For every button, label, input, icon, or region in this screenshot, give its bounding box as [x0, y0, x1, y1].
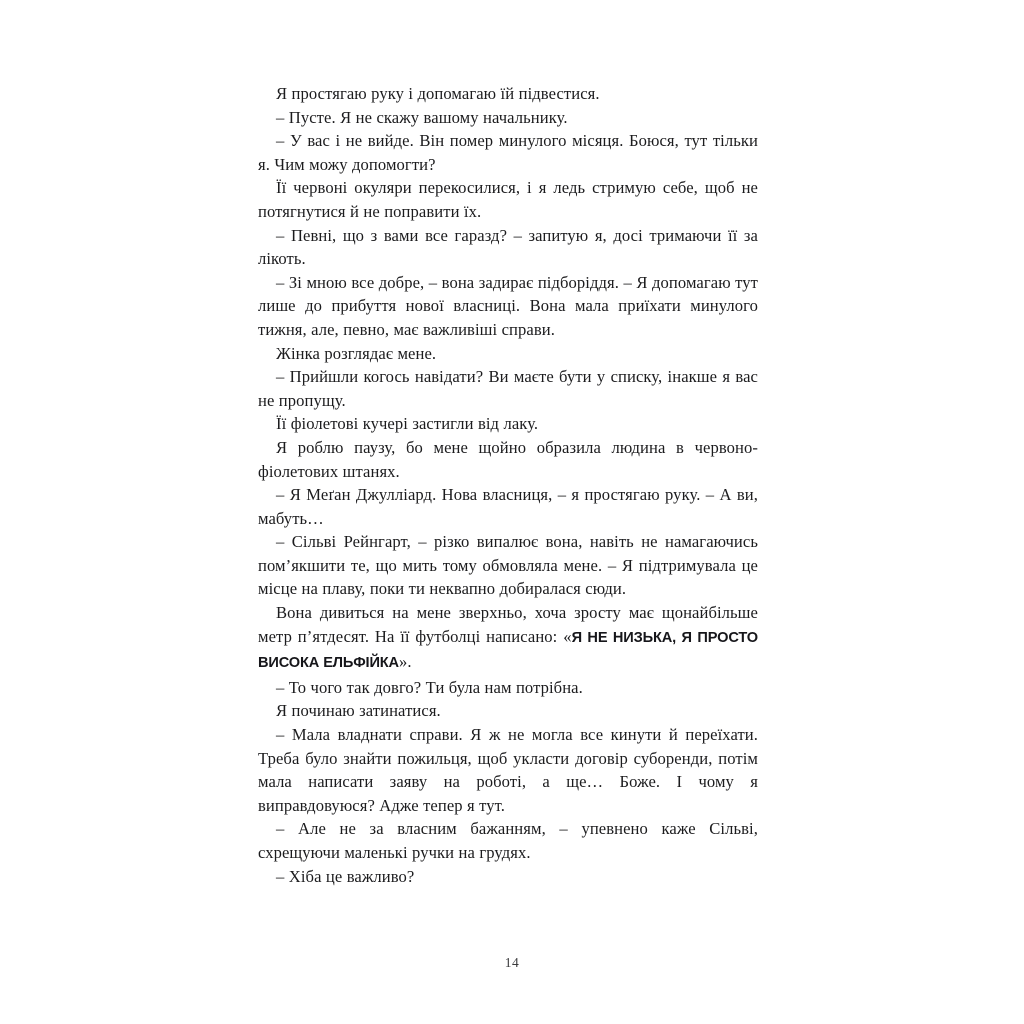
paragraph: – Зі мною все добре, – вона задирає підборіддя. – Я допомагаю тут лише до прибуття нової власниці. Вона мала приїхати минулого тижня, але, певно, має важливіші справи.	[258, 272, 758, 339]
paragraph-tail-text: ».	[398, 652, 412, 672]
paragraph: Я починаю затинатися.	[276, 701, 441, 721]
paragraph: – Але не за власним бажанням, – упевнено каже Сільві, схрещуючи маленькі ручки на грудях.	[258, 819, 758, 862]
paragraph: – Я Меґан Джулліард. Нова власниця, – я простягаю руку. – А ви, мабуть…	[258, 485, 758, 528]
paragraph: Її фіолетові кучері застигли від лаку.	[276, 414, 539, 434]
paragraph: – Хіба це важливо?	[276, 866, 415, 886]
paragraph: Я простягаю руку і допомагаю їй підвестися.	[276, 84, 600, 103]
paragraph: Я роблю паузу, бо мене щойно образила людина в червоно-фіолетових штанях.	[258, 437, 758, 481]
paragraph: Її червоні окуляри перекосилися, і я ледь стримую себе, щоб не потягнутися й не поправити їх.	[258, 178, 758, 221]
paragraph: – То чого так довго? Ти була нам потрібна.	[276, 677, 583, 697]
paragraph-with-shirt-slogan	[258, 601, 758, 676]
paragraph-lead-text: Вона дивиться на мене зверхньо, хоча зросту має щонайбільше метр п’ятдесят. На її футболці написано: «	[258, 603, 758, 646]
page-number: 14	[504, 955, 520, 970]
tshirt-slogan-text: Я НЕ НИЗЬКА, Я ПРОСТО ВИСОКА ЕЛЬФІЙКА	[258, 629, 758, 672]
paragraph: – У вас і не вийде. Він помер минулого місяця. Боюся, тут тільки я. Чим можу допомогти?	[258, 131, 758, 174]
paragraph: Жінка розглядає мене.	[276, 343, 437, 363]
paragraph: – Пусте. Я не скажу вашому начальнику.	[276, 107, 568, 127]
paragraph: – Певні, що з вами все гаразд? – запитую я, досі тримаючи її за лікоть.	[258, 225, 758, 269]
paragraph: – Мала владнати справи. Я ж не могла все кинути й переїхати. Треба було знайти пожильця, щоб укласти договір суборенди, потім мала написати заяву на роботі, а ще… Боже. І чому я виправдовуюся? Адже тепер я тут.	[258, 725, 758, 815]
paragraph: – Прийшли когось навідати? Ви маєте бути у списку, інакше я вас не пропущу.	[258, 367, 758, 410]
paragraph: – Сільві Рейнгарт, – різко випалює вона, навіть не намагаючись пом’якшити те, що мить тому обмовляла мене. – Я підтримувала це місце на плаву, поки ти неквапно добиралася сюди.	[258, 532, 758, 599]
page-text-block	[258, 82, 758, 888]
